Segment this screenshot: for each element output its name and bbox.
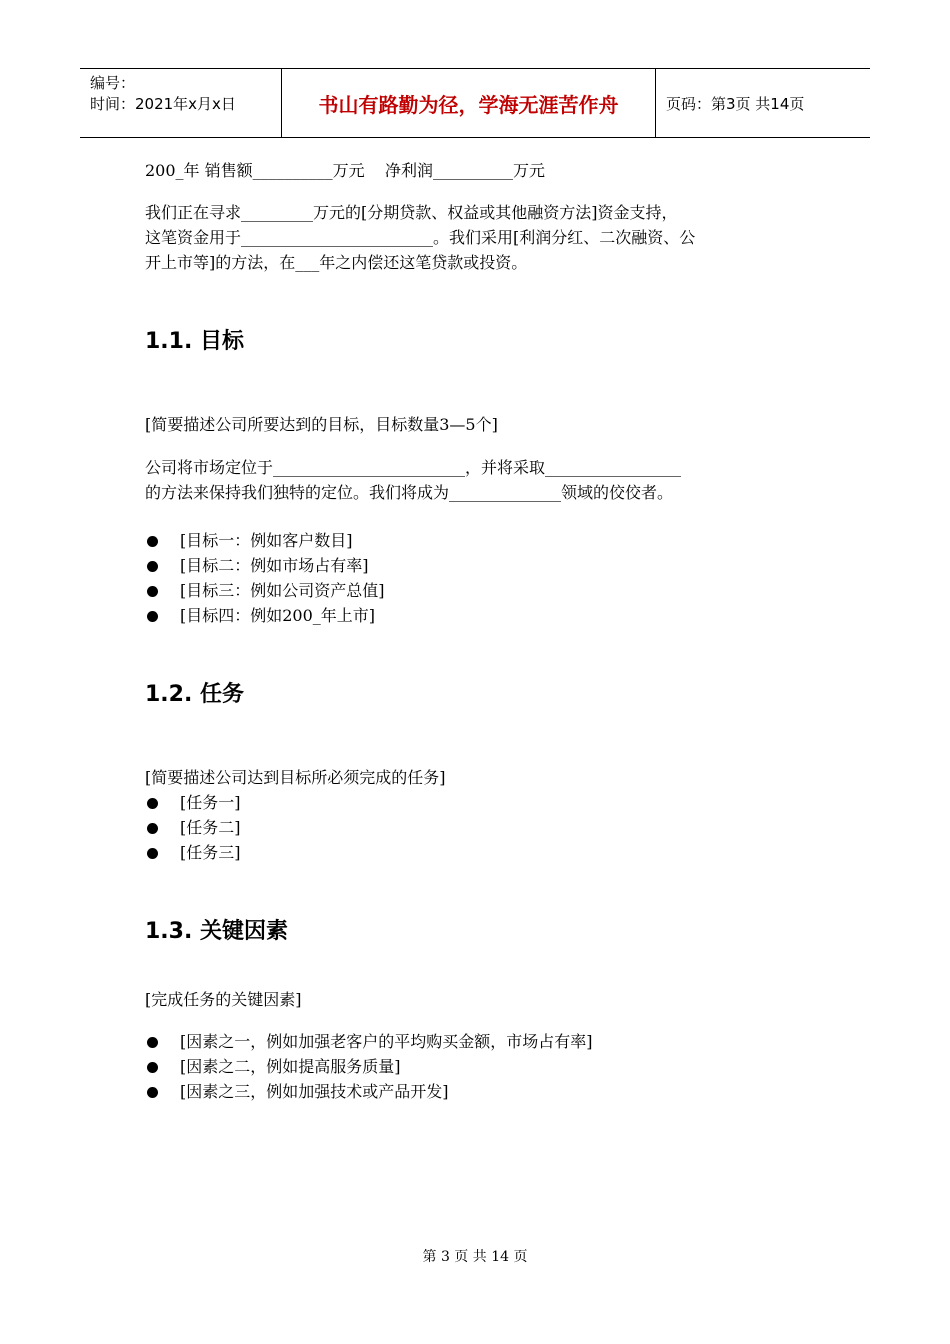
bullet-icon bbox=[147, 611, 158, 622]
document-body bbox=[145, 158, 825, 1104]
funding-para-line-1: 我们正在寻求_________万元的[分期贷款、权益或其他融资方法]资金支持， bbox=[145, 203, 678, 222]
tasks-list bbox=[145, 790, 825, 865]
goals-para-line-1: 公司将市场定位于________________________，并将采取_________________ bbox=[145, 458, 682, 477]
list-item: [任务二] bbox=[145, 815, 825, 840]
header-page-label: 页码：第3页 共14页 bbox=[666, 94, 805, 113]
bullet-icon bbox=[147, 1087, 158, 1098]
header-time-label: 时间：2021年x月x日 bbox=[90, 95, 236, 113]
funding-para-line-2: 这笔资金用于________________________。我们采用[利润分红、二次融资、公 bbox=[145, 228, 696, 247]
section-heading-goals: 1.1. 目标 bbox=[145, 329, 244, 354]
goals-note: [简要描述公司所要达到的目标，目标数量3—5个] bbox=[145, 415, 498, 434]
page-footer: 第 3 页 共 14 页 bbox=[422, 1249, 528, 1265]
list-item: [任务一] bbox=[145, 790, 825, 815]
bullet-icon bbox=[147, 798, 158, 809]
list-item: [目标二：例如市场占有率] bbox=[145, 553, 825, 578]
header-left-cell bbox=[80, 69, 282, 137]
header-number-label: 编号： bbox=[90, 74, 136, 92]
list-item: [目标三：例如公司资产总值] bbox=[145, 578, 825, 603]
bullet-icon bbox=[147, 536, 158, 547]
bullet-icon bbox=[147, 1037, 158, 1048]
bullet-icon bbox=[147, 561, 158, 572]
list-item: [目标一：例如客户数目] bbox=[145, 528, 825, 553]
list-item: [任务三] bbox=[145, 840, 825, 865]
bullet-icon bbox=[147, 823, 158, 834]
bullet-icon bbox=[147, 1062, 158, 1073]
bullet-icon bbox=[147, 848, 158, 859]
bullet-icon bbox=[147, 586, 158, 597]
list-item: [因素之三，例如加强技术或产品开发] bbox=[145, 1079, 825, 1104]
section-heading-tasks: 1.2. 任务 bbox=[145, 682, 244, 707]
goals-para-line-2: 的方法来保持我们独特的定位。我们将成为______________领域的佼佼者。 bbox=[145, 483, 674, 502]
goals-list bbox=[145, 528, 825, 628]
factors-list bbox=[145, 1029, 825, 1104]
funding-para-line-3: 开上市等]的方法，在___年之内偿还这笔贷款或投资。 bbox=[145, 253, 528, 272]
page-header bbox=[80, 68, 870, 138]
list-item: [目标四：例如200_年上市] bbox=[145, 603, 825, 628]
header-motto: 书山有路勤为径，学海无涯苦作舟 bbox=[282, 69, 656, 137]
list-item: [因素之二，例如提高服务质量] bbox=[145, 1054, 825, 1079]
sales-line: 200_年 销售额__________万元 净利润__________万元 bbox=[145, 161, 545, 180]
tasks-note: [简要描述公司达到目标所必须完成的任务] bbox=[145, 768, 446, 787]
list-item: [因素之一，例如加强老客户的平均购买金额，市场占有率] bbox=[145, 1029, 825, 1054]
section-heading-key-factors: 1.3. 关键因素 bbox=[145, 919, 288, 944]
factors-note: [完成任务的关键因素] bbox=[145, 990, 302, 1009]
